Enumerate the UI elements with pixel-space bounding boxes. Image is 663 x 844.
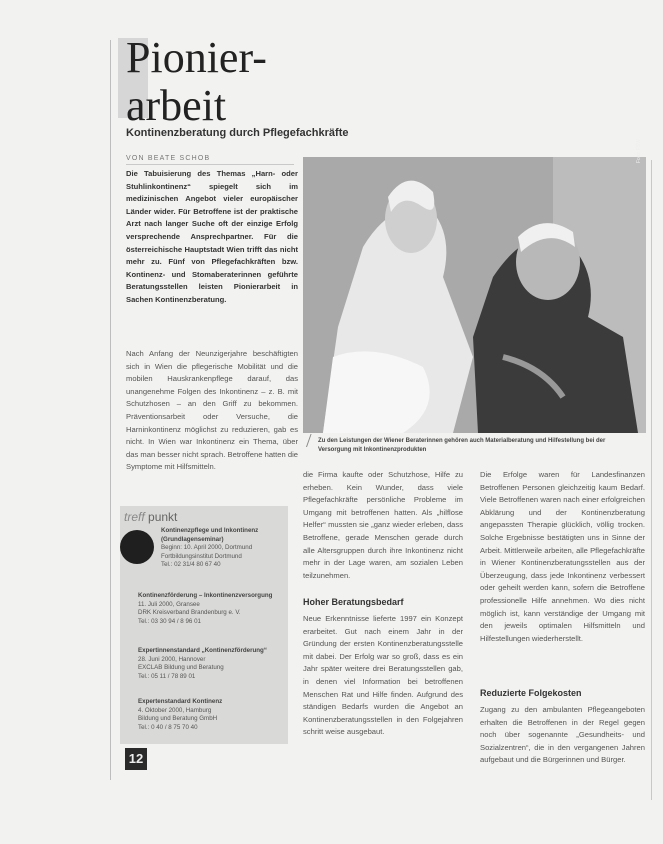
body-column-1: Nach Anfang der Neunzigerjahre beschäftigten sich in Wien die pflegerische Mobilität und die mobilen Hauskrankenpflege darauf, das unangenehme Folgen des Inkontinenz – z. B. mit Schutzhosen – an den Griff zu bekommen. Präventionsarbeit oder Versuche, die Harninkontinenz möglichst zu reduzieren, gab es nicht. In Wien war Inkontinenz ein Thema, über das man besser nicht sprach. Betroffene hatten die Symptome mit Hilfsmitteln. (126, 349, 298, 472)
body-column-4: Die Erfolge waren für Landesfinanzen Betroffenen Personen gleichzeitig kaum Bedarf. Viele Betroffenen waren nach einer erfolgreichen Abklärung und der Kontinenzberatung angepassten Therapie glücklich, völlig trocken. Solche Ergebnisse bestätigten uns in Sinne der Arbeit. Mittlerweile arbeiten, alle Pflegefachkräfte in Wiener Kontinenzberatungsstellen aus der Überzeugung, dass jede Inkontinenz verbessert oder geheilt werden kann, sofern die Betroffene professionelle Hilfe annehmen. Wo dies nicht möglich ist, kann verständige der Umgang mit den jeweils optimalen Hilfsmitteln und Hilfestellungen wiederherstellt. (480, 470, 645, 643)
treffpunkt-title-b: punkt (148, 510, 178, 524)
event-title: Expertenstandard Kontinenz (138, 698, 223, 705)
body-column-5: Zugang zu den ambulanten Pflegeangeboten erhalten die Betroffenen in der Regel gegen noch über sogenannte „Gesundheits- und Sozialzentren“, die in den vergangenen Jahren aufgebaut und die Bürgerinnen und Bürger. (480, 705, 645, 764)
section-heading-folgekosten: Reduzierte Folgekosten (480, 688, 582, 698)
event-item (138, 592, 284, 626)
event-item (138, 698, 284, 732)
event-title: Kontinenzpflege und Inkontinenz (Grundlagenseminar) (161, 527, 259, 543)
article-photo (303, 157, 646, 433)
article-author: VON BEATE SCHOB (126, 155, 211, 162)
event-line: Tel.: 05 11 / 78 89 01 (138, 672, 196, 680)
event-line: Tel.: 02 31/4 80 67 40 (161, 561, 221, 569)
left-margin-rule (110, 40, 111, 780)
event-line: EXCLAB Bildung und Beratung (138, 664, 224, 672)
event-title: Expertinnenstandard „Kontinenzförderung“ (138, 647, 267, 654)
event-line: DRK Kreisverband Brandenburg e. V. (138, 609, 241, 617)
photo-credit: Foto: FSW (636, 139, 642, 163)
event-line: Beginn: 10. April 2000, Dortmund (161, 544, 253, 552)
treffpunkt-title-a: treff (124, 510, 145, 524)
event-item (138, 647, 284, 681)
author-divider (126, 164, 294, 165)
page-number: 12 (125, 748, 147, 770)
article-lead: Die Tabuisierung des Themas „Harn- oder Stuhlinkontinenz“ spiegelt sich im medizinischen Angebot vieler europäischer Länder wider. Für Betroffene ist der praktische Arzt nach langer Suche oft der einzige Erfolg versprechende Ansprechpartner. Für die österreichische Hauptstadt Wien trifft das nicht mehr zu. Fünf von Pflegefachkräften bzw. Kontinenz- und Stomaberaterinnen geführte Beratungsstellen leisten Pionierarbeit in Sachen Kontinenzberatung. (126, 169, 298, 304)
photo-caption: Zu den Leistungen der Wiener Beraterinnen gehören auch Materialberatung und Hilfestellung bei der Versorgung mit Inkontinenzprodukten (318, 438, 606, 453)
event-line: 4. Oktober 2000, Hamburg (138, 706, 212, 714)
event-item (161, 527, 285, 570)
section-heading-beratungsbedarf: Hoher Beratungsbedarf (303, 597, 404, 607)
right-margin-rule (651, 160, 652, 800)
event-line: 11. Juli 2000, Gransee (138, 600, 200, 608)
event-line: Bildung und Beratung GmbH (138, 715, 218, 723)
treffpunkt-dot (120, 530, 154, 564)
event-title: Kontinenzförderung – Inkontinenzversorgung (138, 592, 273, 599)
body-column-3: Neue Erkenntnisse lieferte 1997 ein Konzept erarbeitet. Gut nach einem Jahr in der Gründung der ersten Kontinenzberatungsstelle mit dabei. Der Erfolg war so groß, dass es ein Jahr später weitere drei Beratungsstellen gab, in denen viel Information bei betroffenen Menschen Rat und Hilfe finden. Aufgrund des ständigen Bedarfs wurden die Angebot an Kontinenzberatungsstellen in den Folgejahren schritt weise ausgebaut. (303, 614, 463, 737)
event-line: Tel.: 0 40 / 8 75 70 40 (138, 723, 198, 731)
event-line: Fortbildungsinstitut Dortmund (161, 552, 242, 560)
article-title: Pionier- arbeit (126, 33, 267, 130)
caption-marker: / (306, 430, 312, 452)
article-subtitle: Kontinenzberatung durch Pflegefachkräfte (126, 127, 349, 139)
event-line: Tel.: 03 30 94 / 8 96 01 (138, 617, 201, 625)
treffpunkt-title (124, 510, 177, 524)
body-column-2: die Firma kaufte oder Schutzhose, Hilfe zu erheben. Kein Wunder, dass viele Pflegefachkräfte persönliche Probleme im Umgang mit betroffenen hatten. Als „hilflose Helfer“ mussten sie „ganz wieder erleben, dass Betroffene, gerade Menschen gerade durch alle Altersgruppen durch ihre Inkontinenz nicht mehr in der Lage waren, am sozialen Leben teilzunehmen. (303, 470, 463, 580)
event-line: 28. Juni 2000, Hannover (138, 655, 206, 663)
